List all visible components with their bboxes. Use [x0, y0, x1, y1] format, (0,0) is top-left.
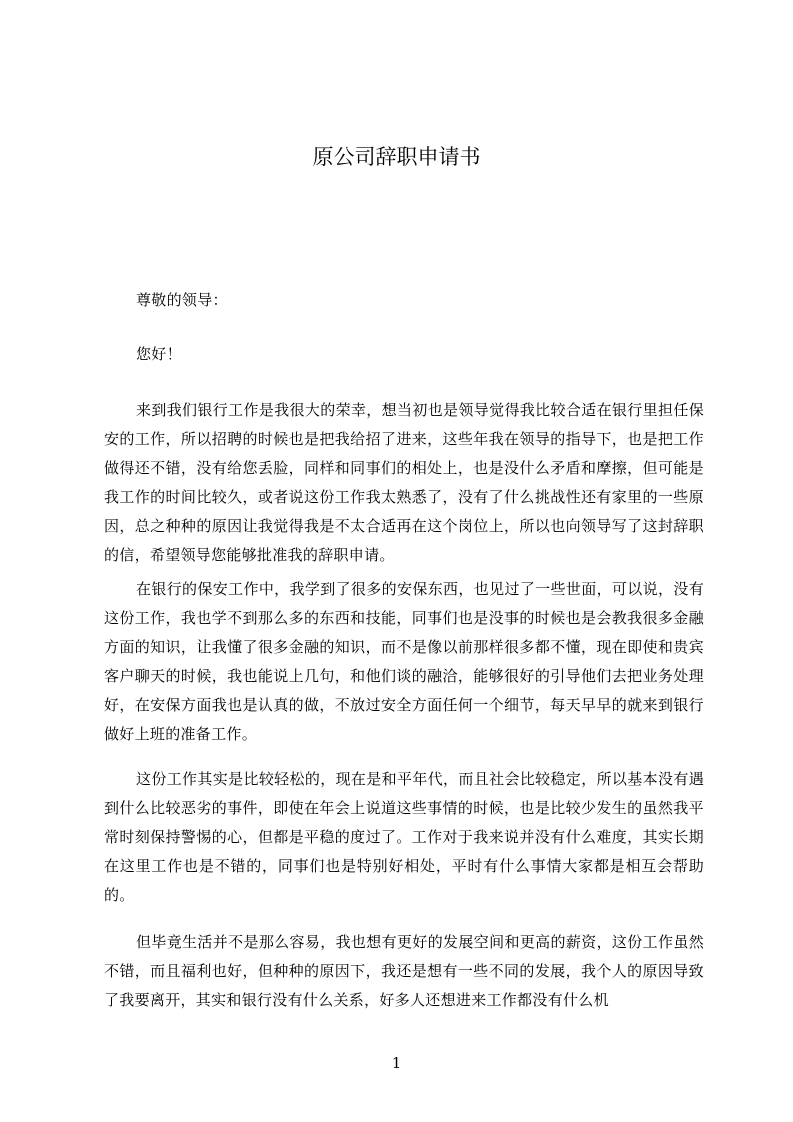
page-number: 1: [391, 1054, 402, 1072]
salutation: 尊敬的领导：: [136, 291, 228, 309]
greeting: 您好！: [136, 345, 182, 363]
body-paragraph-2: 在银行的保安工作中，我学到了很多的安保东西，也见过了一些世面，可以说，没有这份工作，我也学不到那么多的东西和技能，同事们也是没事的时候也是会教我很多金融方面的知识，让我懂了很多金融的知识，而不是像以前那样很多都不懂，现在即使和贵宾客户聊天的时候，我也能说上几句，和他们谈的融洽，能够很好的引导他们去把业务处理好，在安保方面我也是认真的做，不放过安全方面任何一个细节，每天早早的就来到银行做好上班的准备工作。: [104, 580, 704, 743]
body-paragraph-4: 但毕竟生活并不是那么容易，我也想有更好的发展空间和更高的薪资，这份工作虽然不错，而且福利也好，但种种的原因下，我还是想有一些不同的发展，我个人的原因导致了我要离开，其实和银行没有什么关系，好多人还想进来工作都没有什么机: [104, 933, 704, 1009]
body-paragraph-1: 来到我们银行工作是我很大的荣幸，想当初也是领导觉得我比较合适在银行里担任保安的工作，所以招聘的时候也是把我给招了进来，这些年我在领导的指导下，也是把工作做得还不错，没有给您丢脸，同样和同事们的相处上，也是没什么矛盾和摩擦，但可能是我工作的时间比较久，或者说这份工作我太熟悉了，没有了什么挑战性还有家里的一些原因，总之种种的原因让我觉得我是不太合适再在这个岗位上，所以也向领导写了这封辞职的信，希望领导您能够批准我的辞职申请。: [104, 401, 704, 564]
document-title: 原公司辞职申请书: [312, 145, 481, 169]
body-paragraph-3: 这份工作其实是比较轻松的，现在是和平年代，而且社会比较稳定，所以基本没有遇到什么比较恶劣的事件，即使在年会上说道这些事情的时候，也是比较少发生的虽然我平常时刻保持警惕的心，但都是平稳的度过了。工作对于我来说并没有什么难度，其实长期在这里工作也是不错的，同事们也是特别好相处，平时有什么事情大家都是相互会帮助的。: [104, 770, 704, 904]
